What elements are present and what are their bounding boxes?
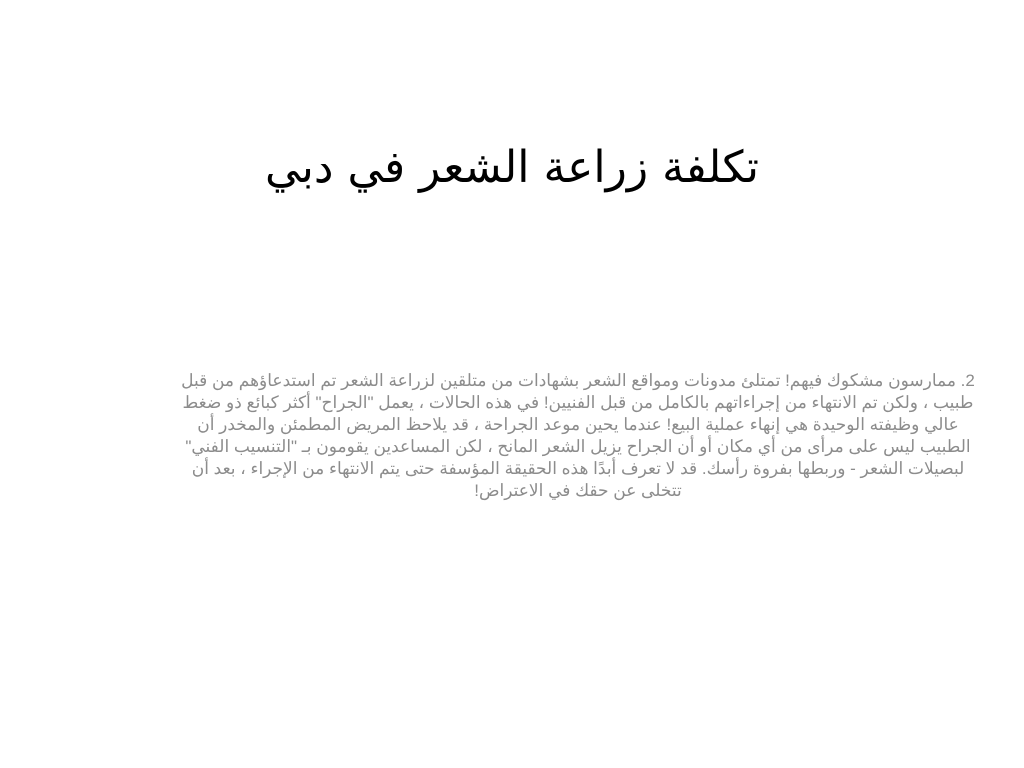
slide-title: تكلفة زراعة الشعر في دبي <box>264 142 760 193</box>
slide-body-paragraph: 2. ممارسون مشكوك فيهم! تمتلئ مدونات ومواقع الشعر بشهادات من متلقين لزراعة الشعر تم استدعاؤهم من قبل طبيب ، ولكن تم الانتهاء من إجراءاتهم بالكامل من قبل الفنيين! في هذه الحالات ، يعمل "الجراح" أكثر كبائع ذو ضغط عالي وظيفته الوحيدة هي إنهاء عملية البيع! عندما يحين موعد الجراحة ، قد يلاحظ المريض المطمئن والمخدر أن الطبيب ليس على مرأى من أي مكان أو أن الجراح يزيل الشعر المانح ، لكن المساعدين يقومون بـ "التنسيب الفني" لبصيلات الشعر - وربطها بفروة رأسك. قد لا تعرف أبدًا هذه الحقيقة المؤسفة حتى يتم الانتهاء من الإجراء ، بعد أن تتخلى عن حقك في الاعتراض! <box>181 371 975 500</box>
